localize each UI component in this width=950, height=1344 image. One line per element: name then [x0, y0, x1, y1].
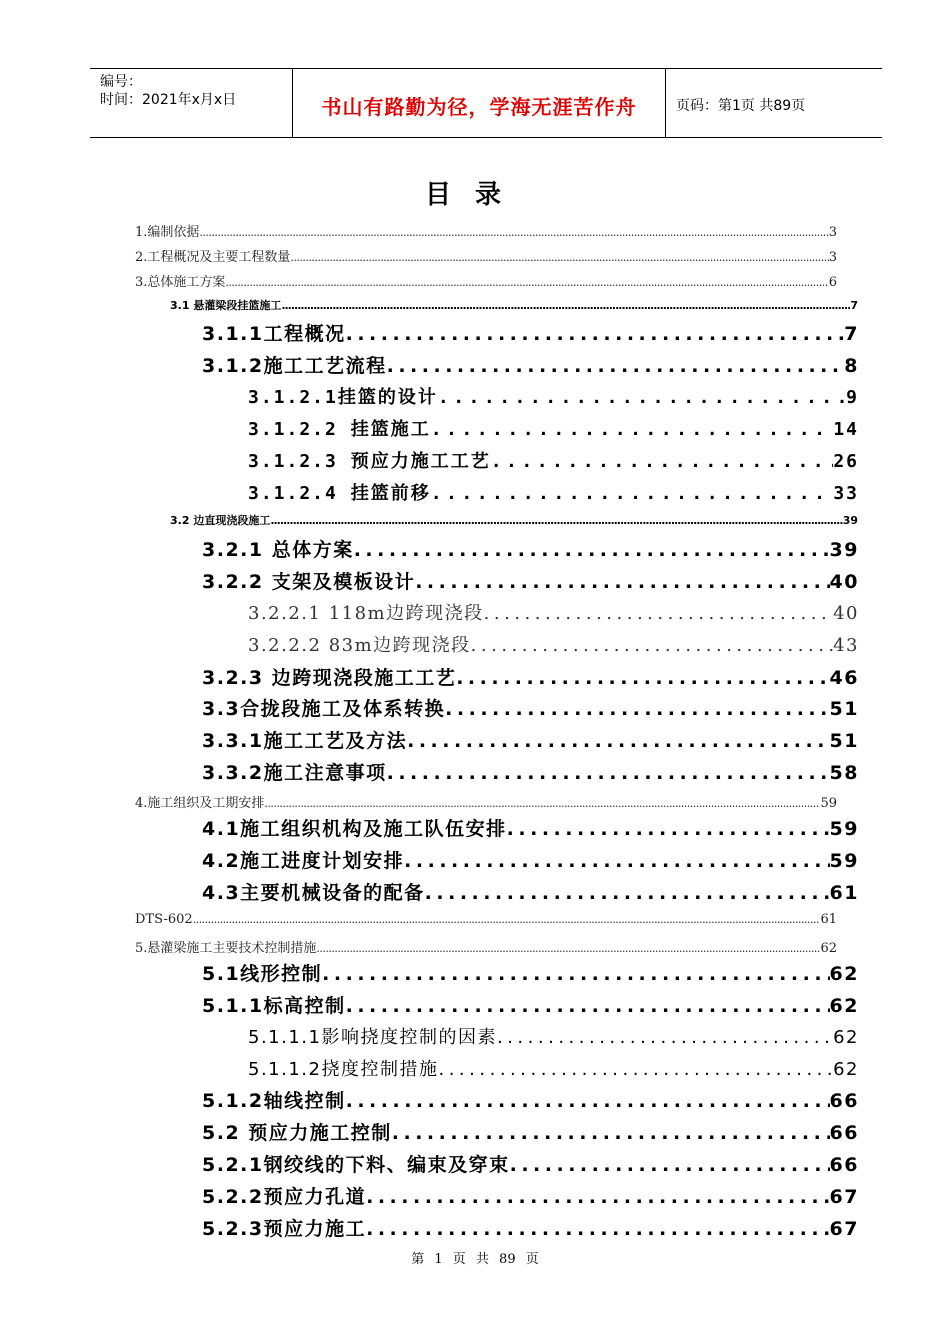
serial-label: 编号： [100, 74, 142, 90]
time-label: 时间：2021年x月x日 [100, 92, 237, 108]
header-page-info: 页码：第1页 共89页 [676, 98, 806, 114]
toc-entry[interactable]: 1.编制依据 ..... 3 [135, 221, 837, 240]
motto: 书山有路勤为径，学海无涯苦作舟 [321, 95, 637, 119]
toc-entry[interactable]: 4.3主要机械设备的配备 ..... 61 [202, 878, 859, 905]
toc-entry[interactable]: 3.1.1工程概况 ..... 7 [202, 319, 859, 346]
toc-entry[interactable]: 5.1.1.1影响挠度控制的因素 ..... 62 [248, 1023, 859, 1049]
toc-entry[interactable]: 5.悬灌梁施工主要技术控制措施 ..... 62 [135, 937, 837, 956]
toc-entry[interactable]: 4.1施工组织机构及施工队伍安排 ..... 59 [202, 814, 859, 841]
toc-entry[interactable]: 3.1.2施工工艺流程 ..... 8 [202, 351, 859, 378]
page-footer: 第 1 页 共 89 页 [411, 1252, 539, 1267]
toc-entry[interactable]: 4.施工组织及工期安排 ..... 59 [135, 792, 837, 811]
toc-entry[interactable]: 3.1.2.4 挂篮前移 ..... 33 [248, 479, 859, 505]
toc-entry[interactable]: 3.1.2.2 挂篮施工 ..... 14 [248, 415, 859, 441]
toc-entry[interactable]: 4.2施工进度计划安排 ..... 59 [202, 846, 859, 873]
page-title: 目录 [424, 180, 525, 210]
toc-entry[interactable]: 3.2.2.1 118m边跨现浇段 ..... 40 [248, 599, 859, 625]
toc-entry[interactable]: 3.1.2.1挂篮的设计 ..... 9 [248, 383, 859, 409]
toc-entry[interactable]: 5.2.3预应力施工 ..... 67 [202, 1214, 859, 1241]
toc-entry[interactable]: 5.1.1标高控制 ..... 62 [202, 991, 859, 1018]
toc-entry[interactable]: 5.1线形控制 ..... 62 [202, 959, 859, 986]
toc-entry[interactable]: 3.3合拢段施工及体系转换 ..... 51 [202, 694, 859, 721]
toc-entry[interactable]: 5.2.1钢绞线的下料、编束及穿束 ..... 66 [202, 1150, 859, 1177]
toc-entry[interactable]: 3.2.1 总体方案 ..... 39 [202, 535, 859, 562]
toc-entry[interactable]: 3.总体施工方案 ..... 6 [135, 271, 837, 290]
toc-entry[interactable]: 3.1 悬灌梁段挂篮施工 ..... 7 [170, 297, 858, 313]
toc-entry[interactable]: 2.工程概况及主要工程数量 ..... 3 [135, 246, 837, 265]
toc-entry[interactable]: 3.2.2.2 83m边跨现浇段 ..... 43 [248, 631, 859, 657]
toc-entry[interactable]: 3.3.1施工工艺及方法 ..... 51 [202, 726, 859, 753]
toc-entry[interactable]: 5.2 预应力施工控制 ..... 66 [202, 1118, 859, 1145]
toc-entry[interactable]: 5.1.2轴线控制 ..... 66 [202, 1086, 859, 1113]
toc-entry[interactable]: 3.1.2.3 预应力施工工艺 ..... 26 [248, 447, 859, 473]
toc-entry[interactable]: 5.2.2预应力孔道 ..... 67 [202, 1182, 859, 1209]
toc-entry[interactable]: 3.2 边直现浇段施工 ..... 39 [170, 512, 858, 528]
toc-entry[interactable]: 3.2.3 边跨现浇段施工工艺 ..... 46 [202, 663, 859, 690]
toc-entry[interactable]: DTS-602 ..... 61 [135, 912, 837, 927]
toc-entry[interactable]: 3.3.2施工注意事项 ..... 58 [202, 758, 859, 785]
toc-entry[interactable]: 3.2.2 支架及模板设计 ..... 40 [202, 567, 859, 594]
toc-entry[interactable]: 5.1.1.2挠度控制措施 ..... 62 [248, 1055, 859, 1081]
